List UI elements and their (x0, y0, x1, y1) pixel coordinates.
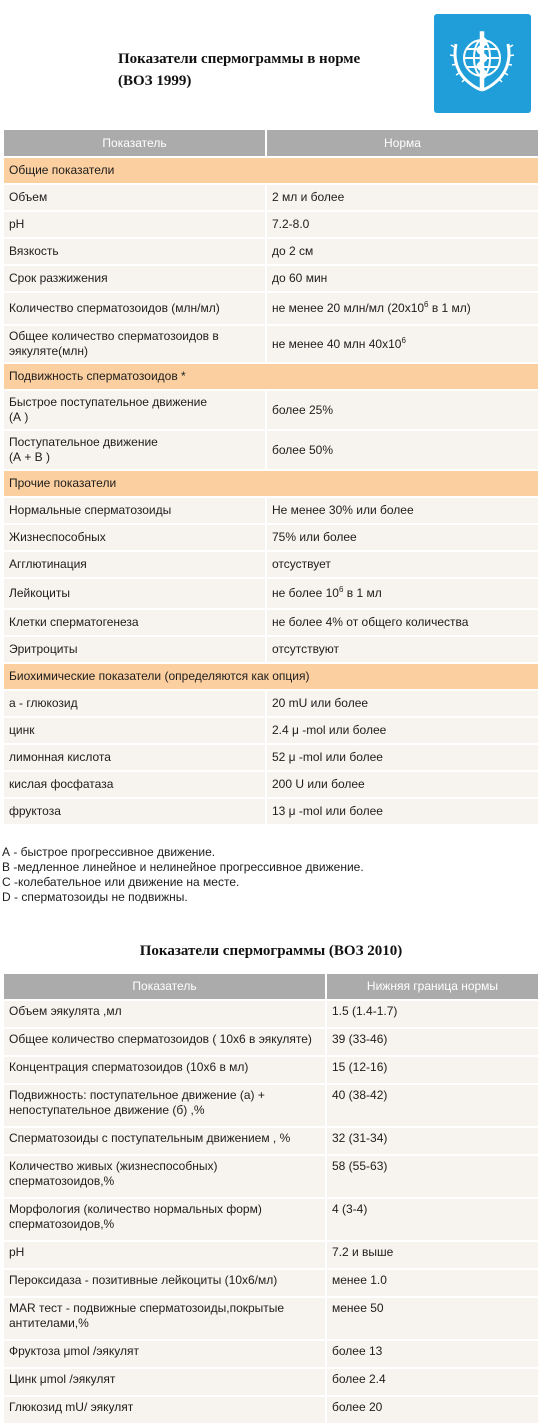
row-name: Количество сперматозоидов (млн/мл) (4, 293, 265, 324)
table-row (4, 1298, 538, 1339)
row-value: 2.4 μ -mol или более (267, 718, 538, 743)
row-name: Сперматозоиды с поступательным движением , % (4, 1128, 325, 1154)
row-value: 7.2-8.0 (267, 212, 538, 237)
table-header-row (4, 974, 538, 999)
row-name: Фруктоза μmol /эякулят (4, 1341, 325, 1367)
row-name: Агглютинация (4, 552, 265, 577)
row-value: 52 μ -mol или более (267, 745, 538, 770)
row-name: Поступательное движение (А + В ) (4, 431, 265, 469)
table-row (4, 772, 538, 797)
row-name: Эритроциты (4, 637, 265, 662)
row-value: не менее 20 млн/мл ($20x10^6$ в 1 мл) (267, 293, 538, 324)
row-value: 15 (12-16) (327, 1057, 538, 1083)
table-row (4, 498, 538, 523)
section-label: Подвижность сперматозоидов * (4, 364, 538, 389)
row-name: Быстрое поступательное движение (А ) (4, 391, 265, 429)
row-name: цинк (4, 718, 265, 743)
note-c: С -колебательное или движение на месте. (2, 875, 240, 889)
header-indicator: Показатель (4, 130, 265, 156)
table-row (4, 1270, 538, 1296)
row-name: Общее количество сперматозоидов в эякуляте(млн) (4, 326, 265, 362)
table-row (4, 579, 538, 608)
row-name: Объем (4, 185, 265, 210)
table-row (4, 1057, 538, 1083)
table-row (4, 718, 538, 743)
row-value: до 60 мин (267, 266, 538, 291)
section-label: Биохимические показатели (определяются как опция) (4, 664, 538, 689)
table-row (4, 239, 538, 264)
row-value: 40 (38-42) (327, 1085, 538, 1126)
row-value: 4 (3-4) (327, 1199, 538, 1240)
table-row (4, 1128, 538, 1154)
row-name: фруктоза (4, 799, 265, 824)
row-value: не менее 40 млн $40x10^6$ (267, 326, 538, 362)
row-name: Количество живых (жизнеспособных) сперматозоидов,% (4, 1156, 325, 1197)
table-row (4, 799, 538, 824)
table-row (4, 326, 538, 362)
section-row (4, 664, 538, 689)
row-value: 13 μ -mol или более (267, 799, 538, 824)
row-value: до 2 см (267, 239, 538, 264)
header-indicator: Показатель (4, 974, 325, 999)
title-line-1: Показатели спермограммы в норме (118, 51, 361, 67)
row-value: отсуствует (267, 552, 538, 577)
row-value: 2 мл и более (267, 185, 538, 210)
row-value: 1.5 (1.4-1.7) (327, 1001, 538, 1027)
table-row (4, 212, 538, 237)
page-title-1999 (118, 48, 418, 92)
table-row (4, 552, 538, 577)
table-row (4, 1369, 538, 1395)
table-row (4, 431, 538, 469)
row-value: менее 50 (327, 1298, 538, 1339)
table-row (4, 391, 538, 429)
table-row (4, 1029, 538, 1055)
row-value: 39 (33-46) (327, 1029, 538, 1055)
table-row (4, 1242, 538, 1268)
table-row (4, 1085, 538, 1126)
row-name: Концентрация сперматозоидов (10х6 в мл) (4, 1057, 325, 1083)
table-header-row (4, 130, 538, 156)
table-row (4, 610, 538, 635)
row-name: Пероксидаза - позитивные лейкоциты (10х6/мл) (4, 1270, 325, 1296)
row-value: менее 1.0 (327, 1270, 538, 1296)
row-name: Клетки сперматогенеза (4, 610, 265, 635)
row-value: не более $10^6$ в 1 мл (267, 579, 538, 608)
row-value: 32 (31-34) (327, 1128, 538, 1154)
row-name: Общее количество сперматозоидов ( 10х6 в эякуляте) (4, 1029, 325, 1055)
table-row (4, 525, 538, 550)
table-row (4, 745, 538, 770)
row-name: a - глюкозид (4, 691, 265, 716)
section-label: Прочие показатели (4, 471, 538, 496)
table-row (4, 637, 538, 662)
norms-table-1999 (2, 128, 540, 826)
row-name: Объем эякулята ,мл (4, 1001, 325, 1027)
row-name: Морфология (количество нормальных форм) сперматозоидов,% (4, 1199, 325, 1240)
row-name: кислая фосфатаза (4, 772, 265, 797)
row-name: Вязкость (4, 239, 265, 264)
who-emblem-icon (434, 14, 531, 113)
note-d: D - сперматозоиды не подвижны. (2, 890, 188, 904)
row-value: более 50% (267, 431, 538, 469)
row-name: pH (4, 1242, 325, 1268)
table-row (4, 266, 538, 291)
row-name: Срок разжижения (4, 266, 265, 291)
row-name: Нормальные сперматозоиды (4, 498, 265, 523)
row-name: Подвижность: поступательное движение (а) + непоступательное движение (б) ,% (4, 1085, 325, 1126)
row-value: 58 (55-63) (327, 1156, 538, 1197)
section-row (4, 471, 538, 496)
table-row (4, 691, 538, 716)
table-row (4, 185, 538, 210)
table-row (4, 293, 538, 324)
section-row (4, 158, 538, 183)
row-value: 20 mU или более (267, 691, 538, 716)
section-row (4, 364, 538, 389)
row-value: более 13 (327, 1341, 538, 1367)
table-row (4, 1397, 538, 1423)
row-value: более 2.4 (327, 1369, 538, 1395)
note-b: В -медленное линейное и нелинейное прогрессивное движение. (2, 860, 364, 874)
table-row (4, 1341, 538, 1367)
motility-notes (2, 845, 364, 905)
row-name: Цинк μmol /эякулят (4, 1369, 325, 1395)
title-line-2: (ВОЗ 1999) (118, 73, 192, 89)
note-a: А - быстрое прогрессивное движение. (2, 845, 216, 859)
row-value: 200 U или более (267, 772, 538, 797)
row-name: pH (4, 212, 265, 237)
row-name: Жизнеспособных (4, 525, 265, 550)
table-row (4, 1156, 538, 1197)
header-lower-limit: Нижняя граница нормы (327, 974, 538, 999)
row-name: Глюкозид mU/ эякулят (4, 1397, 325, 1423)
row-value: 75% или более (267, 525, 538, 550)
row-value: 7.2 и выше (327, 1242, 538, 1268)
section-label: Общие показатели (4, 158, 538, 183)
row-value: Не менее 30% или более (267, 498, 538, 523)
row-value: не более 4% от общего количества (267, 610, 538, 635)
header-norm: Норма (267, 130, 538, 156)
table-row (4, 1001, 538, 1027)
row-value: более 25% (267, 391, 538, 429)
row-value: отсутствуют (267, 637, 538, 662)
row-value: более 20 (327, 1397, 538, 1423)
page-title-2010: Показатели спермограммы (ВОЗ 2010) (139, 943, 403, 959)
table-row (4, 1199, 538, 1240)
row-name: Лейкоциты (4, 579, 265, 608)
row-name: лимонная кислота (4, 745, 265, 770)
norms-table-2010 (2, 972, 540, 1425)
row-name: MAR тест - подвижные сперматозоиды,покрытые антителами,% (4, 1298, 325, 1339)
